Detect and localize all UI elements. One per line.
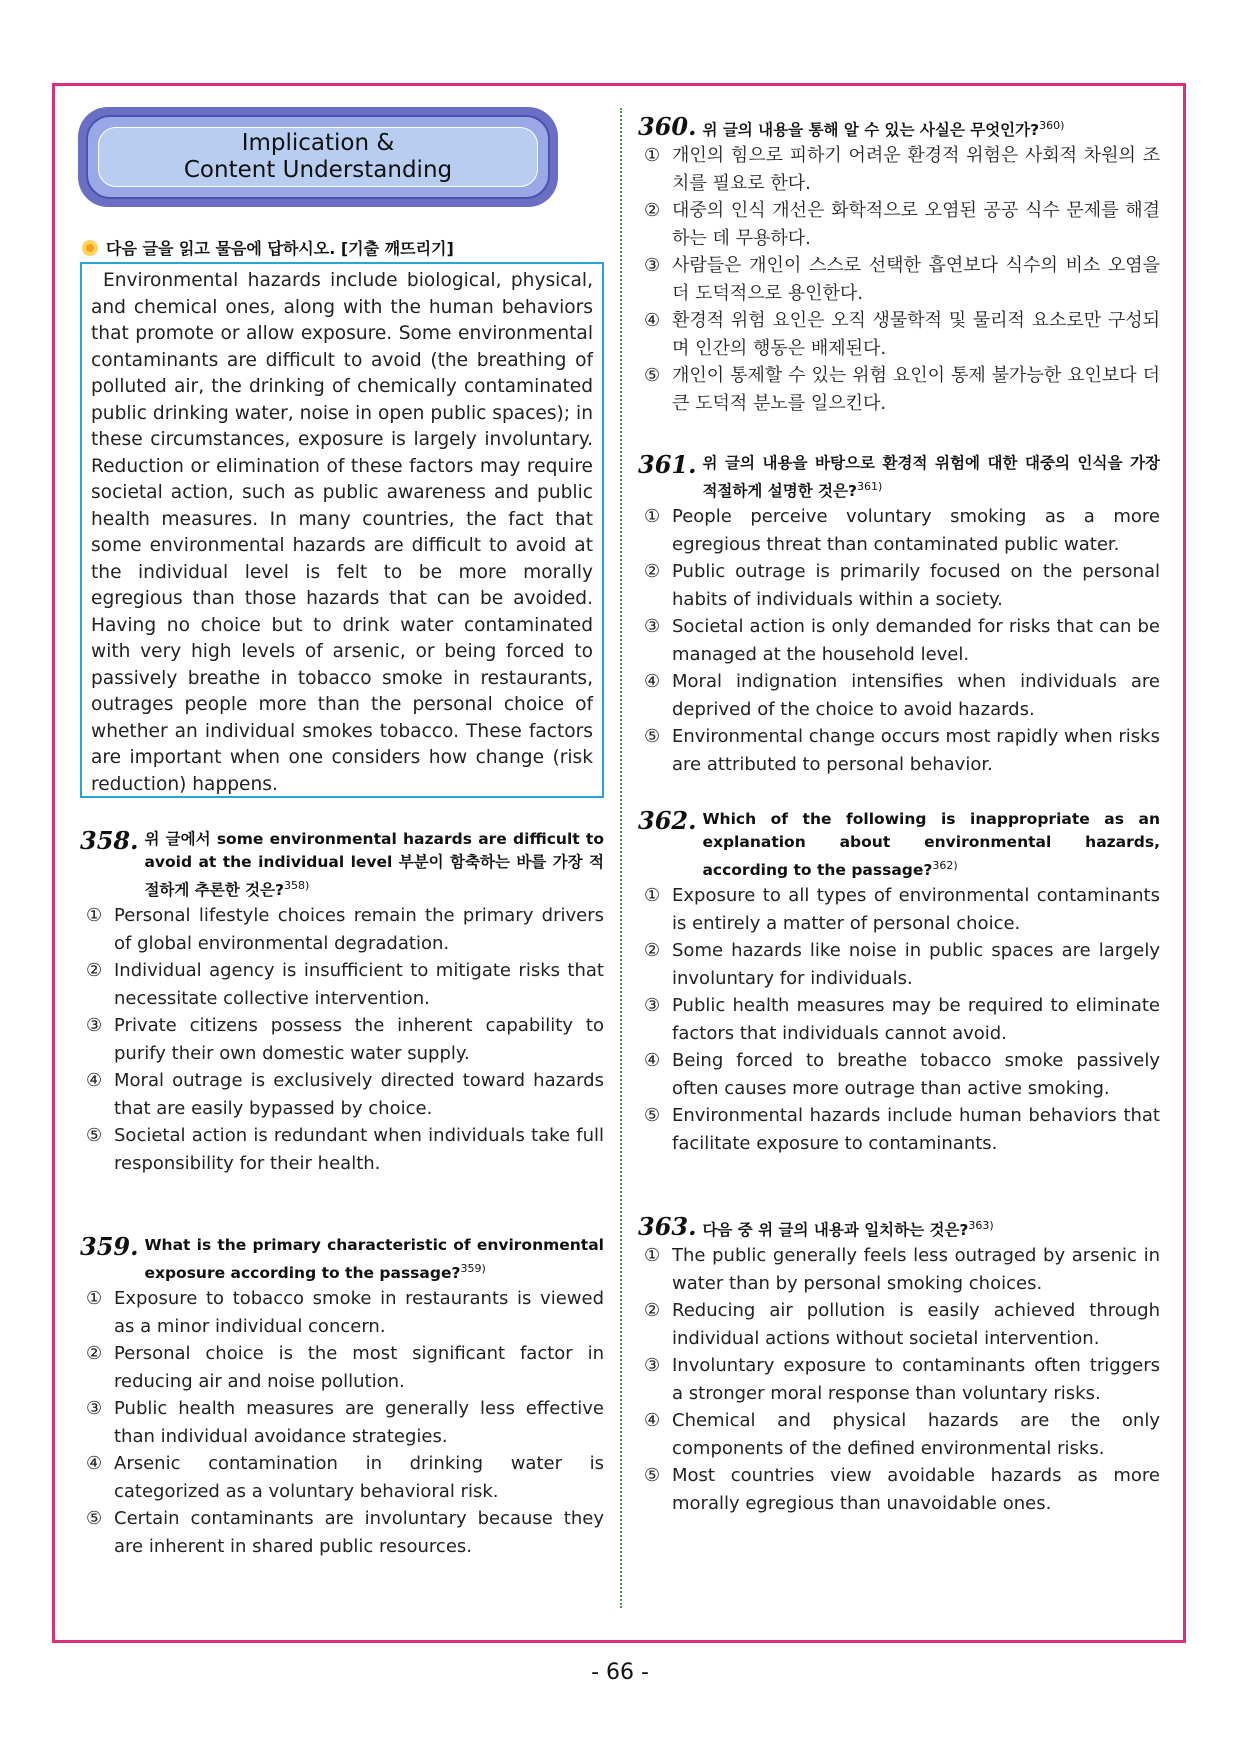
question-number: 362. <box>638 806 697 835</box>
option[interactable]: ③ 사람들은 개인이 스스로 선택한 흡연보다 식수의 비소 오염을 더 도덕적으로 용인한다. <box>644 255 1160 304</box>
option[interactable]: ③ Public health measures may be required to eliminate factors that individuals cannot avoid. <box>644 995 1160 1044</box>
option[interactable]: ③ Involuntary exposure to contaminants often triggers a stronger moral response than voluntary risks. <box>644 1355 1160 1404</box>
instruction <box>82 236 454 259</box>
option[interactable]: ④ Moral indignation intensifies when individuals are deprived of the choice to avoid hazards. <box>644 671 1160 720</box>
option[interactable]: ③ Societal action is only demanded for risks that can be managed at the household level. <box>644 616 1160 665</box>
section-banner <box>78 107 558 207</box>
option[interactable]: ② Individual agency is insufficient to mitigate risks that necessitate collective intervention. <box>86 960 604 1009</box>
option[interactable]: ④ Arsenic contamination in drinking water is categorized as a voluntary behavioral risk. <box>86 1453 604 1502</box>
option[interactable]: ① Exposure to tobacco smoke in restaurants is viewed as a minor individual concern. <box>86 1288 604 1337</box>
instruction-text: 다음 글을 읽고 물음에 답하시오. [기출 깨뜨리기] <box>106 239 454 258</box>
footnote-ref: 363) <box>968 1219 994 1232</box>
option[interactable]: ① 개인의 힘으로 피하기 어려운 환경적 위험은 사회적 차원의 조치를 필요로 한다. <box>644 145 1160 194</box>
question-number: 363. <box>638 1212 697 1241</box>
option[interactable]: ① Exposure to all types of environmental contaminants is entirely a matter of personal choice. <box>644 885 1160 934</box>
option[interactable]: ② Public outrage is primarily focused on the personal habits of individuals within a society. <box>644 561 1160 610</box>
option[interactable]: ④ Being forced to breathe tobacco smoke passively often causes more outrage than active smoking. <box>644 1050 1160 1099</box>
option[interactable]: ⑤ Most countries view avoidable hazards as more morally egregious than unavoidable ones. <box>644 1465 1160 1514</box>
question-number: 358. <box>80 826 139 855</box>
question-361 <box>638 452 1160 778</box>
question-text: 위 글의 내용을 통해 알 수 있는 사실은 무엇인가? <box>702 121 1040 140</box>
footnote-ref: 360) <box>1039 119 1065 132</box>
section-title: Implication & Content Understanding <box>183 130 453 183</box>
question-text: 위 글에서 some environmental hazards are difficult to avoid at the individual level 부분이 함축하는 바를 가장 적절하게 추론한 것은? <box>144 830 604 900</box>
question-text: 위 글의 내용을 바탕으로 환경적 위험에 대한 대중의 인식을 가장 적절하게 설명한 것은? <box>702 454 1160 501</box>
question-text: Which of the following is inappropriate as an explanation about environmental hazards, according to the passage? <box>702 810 1160 880</box>
option[interactable]: ① People perceive voluntary smoking as a more egregious threat than contaminated public water. <box>644 506 1160 555</box>
question-text: 다음 중 위 글의 내용과 일치하는 것은? <box>702 1221 969 1240</box>
option[interactable]: ③ Public health measures are generally less effective than individual avoidance strategies. <box>86 1398 604 1447</box>
question-number: 360. <box>638 112 697 141</box>
question-number: 361. <box>638 450 697 479</box>
option[interactable]: ② Personal choice is the most significant factor in reducing air and noise pollution. <box>86 1343 604 1392</box>
option[interactable]: ② 대중의 인식 개선은 화학적으로 오염된 공공 식수 문제를 해결하는 데 무용하다. <box>644 200 1160 249</box>
footnote-ref: 361) <box>857 480 883 493</box>
option[interactable]: ⑤ Certain contaminants are involuntary because they are inherent in shared public resources. <box>86 1508 604 1557</box>
question-363 <box>638 1214 1160 1517</box>
question-text: What is the primary characteristic of environmental exposure according to the passage? <box>144 1236 604 1283</box>
option[interactable]: ⑤ 개인이 통제할 수 있는 위험 요인이 통제 불가능한 요인보다 더 큰 도덕적 분노를 일으킨다. <box>644 365 1160 414</box>
option[interactable]: ① Personal lifestyle choices remain the primary drivers of global environmental degradation. <box>86 905 604 954</box>
question-359 <box>80 1234 604 1560</box>
footnote-ref: 362) <box>932 859 958 872</box>
passage-text: Environmental hazards include biological, physical, and chemical ones, along with the human behaviors that promote or allow exposure. Some environmental contaminants are difficult to avoid (the breathing of polluted air, the drinking of chemically contaminated public drinking water, noise in open public spaces); in these circumstances, exposure is largely involuntary. Reduction or elimination of these factors may require societal action, such as public awareness and public health measures. In many countries, the fact that some environmental hazards are difficult to avoid at the individual level is felt to be more morally egregious than those hazards that can be avoided. Having no choice but to drink water contaminated with very high levels of arsenic, or being forced to passively breathe in tobacco smoke in restaurants, outrages people more than the personal choice of whether an individual smokes tobacco. These factors are important when one considers how change (risk reduction) happens. <box>91 270 593 795</box>
question-number: 359. <box>80 1232 139 1261</box>
flower-icon <box>82 240 98 256</box>
question-362 <box>638 808 1160 1157</box>
footnote-ref: 358) <box>284 879 310 892</box>
footnote-ref: 359) <box>460 1262 486 1275</box>
page-number: - 66 - <box>591 1660 649 1685</box>
option[interactable]: ③ Private citizens possess the inherent capability to purify their own domestic water supply. <box>86 1015 604 1064</box>
option[interactable]: ⑤ Environmental hazards include human behaviors that facilitate exposure to contaminants. <box>644 1105 1160 1154</box>
option[interactable]: ④ Chemical and physical hazards are the only components of the defined environmental risks. <box>644 1410 1160 1459</box>
option[interactable]: ② Reducing air pollution is easily achieved through individual actions without societal intervention. <box>644 1300 1160 1349</box>
reading-passage <box>80 262 604 798</box>
option[interactable]: ① The public generally feels less outraged by arsenic in water than by personal smoking choices. <box>644 1245 1160 1294</box>
question-358 <box>80 828 604 1177</box>
column-divider <box>620 108 622 1608</box>
option[interactable]: ⑤ Societal action is redundant when individuals take full responsibility for their health. <box>86 1125 604 1174</box>
question-360 <box>638 114 1160 417</box>
option[interactable]: ⑤ Environmental change occurs most rapidly when risks are attributed to personal behavior. <box>644 726 1160 775</box>
option[interactable]: ④ 환경적 위험 요인은 오직 생물학적 및 물리적 요소로만 구성되며 인간의 행동은 배제된다. <box>644 310 1160 359</box>
option[interactable]: ② Some hazards like noise in public spaces are largely involuntary for individuals. <box>644 940 1160 989</box>
option[interactable]: ④ Moral outrage is exclusively directed toward hazards that are easily bypassed by choice. <box>86 1070 604 1119</box>
